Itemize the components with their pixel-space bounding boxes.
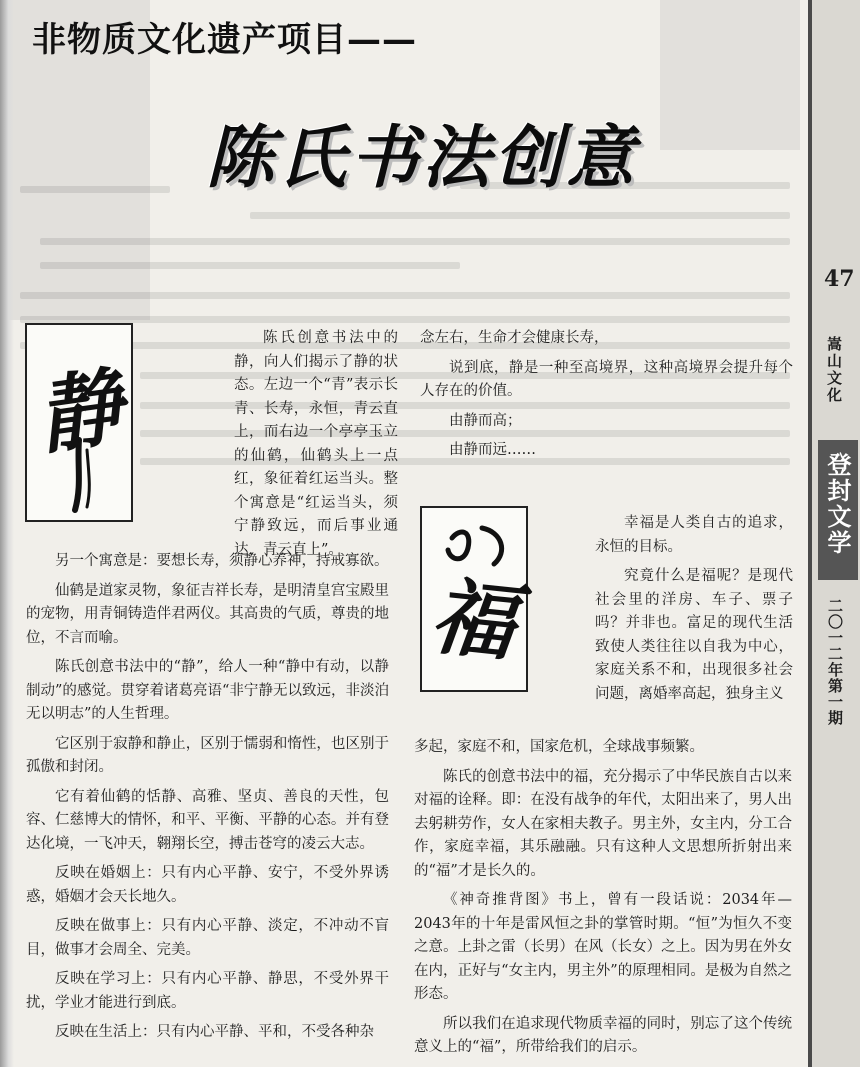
fu-body-paragraph: 《神奇推背图》书上，曾有一段话说：2034年—2043年的十年是雷风恒之卦的掌管时期。“恒”为恒久不变之意。上卦之雷（长男）在风（长女）之上。因为男在外女在内，正好与“女主内，男主外”的原理相同。是极为自然之形态。 xyxy=(414,892,792,1002)
jing-intro-paragraph: 陈氏创意书法中的静，向人们揭示了静的状态。左边一个“青”表示长青、长寿，永恒，青云直上，而右边一个亭亭玉立的仙鹤，仙鹤头上一点红，象征着红运当头。整个寓意是“红运当头，须宁静致远，而后事业通达，青云直上”。 xyxy=(234,330,398,558)
jing-continued-line: 由静而高； xyxy=(449,412,522,429)
fu-body-paragraph: 所以我们在追求现代物质幸福的同时，别忘了这个传统意义上的“福”，所带给我们的启示。 xyxy=(414,1015,792,1055)
jing-body-paragraph: 反映在学习上：只有内心平静、静思，不受外界干扰，学业才能进行到底。 xyxy=(26,971,389,1011)
jing-body-paragraph: 它有着仙鹤的恬静、高雅、坚贞、善良的天性，包容、仁慈博大的情怀，和平、平衡、平静的心态。并有登达化境，一飞冲天，翱翔长空，搏击苍穹的凌云大志。 xyxy=(26,788,389,852)
fu-body xyxy=(414,736,792,1066)
fu-body-paragraph: 多起，家庭不和，国家危机，全球战事频繁。 xyxy=(414,739,704,755)
section-title: 非物质文化遗产项目—— xyxy=(32,20,417,60)
jing-body-paragraph: 反映在生活上：只有内心平静、平和，不受各种杂 xyxy=(55,1024,374,1040)
column-name: 登封文学 xyxy=(823,452,851,556)
calligraphy-fu-char: 福 xyxy=(426,565,521,674)
jing-continued-line: 由静而远…… xyxy=(449,442,536,458)
fu-body-paragraph: 陈氏的创意书法中的福，充分揭示了中华民族自古以来对福的诠释。即：在没有战争的年代，太阳出来了，男人出去躬耕劳作，女人在家相夫教子。男主外，女主内，分工合作，家庭幸福，其乐融融。只有这种人文思想所折射出来的“福”才是长久的。 xyxy=(414,768,792,879)
fu-intro xyxy=(595,512,793,712)
jing-body-paragraph: 它区别于寂静和静止，区别于懦弱和惰性，也区别于孤傲和封闭。 xyxy=(26,735,389,775)
jing-body-paragraph: 陈氏创意书法中的“静”，给人一种“静中有动，以静制动”的感觉。贯穿着诸葛亮语“非宁静无以致远，非淡泊无以明志”的人生哲理。 xyxy=(26,659,389,722)
jing-body-paragraph: 仙鹤是道家灵物，象征吉祥长寿，是明清皇宫宝殿里的宠物，用青铜铸造伴君两仪。其高贵的气质，尊贵的地位，不言而喻。 xyxy=(26,582,389,646)
fu-intro-paragraph: 幸福是人类自古的追求，永恒的目标。 xyxy=(595,515,793,555)
jing-body xyxy=(26,550,389,1051)
page-edge xyxy=(808,0,812,1067)
page-number: 47 xyxy=(824,266,855,292)
jing-body-paragraph: 反映在做事上：只有内心平静、淡定，不冲动不盲目，做事才会周全、完美。 xyxy=(26,918,389,958)
jing-continued-paragraph: 念左右，生命才会健康长寿， xyxy=(420,330,609,346)
calligraphy-jing xyxy=(25,323,133,522)
jing-continued-paragraph: 说到底，静是一种至高境界，这种高境界会提升每个人存在的价值。 xyxy=(420,359,793,399)
jing-body-paragraph: 反映在婚姻上：只有内心平静、安宁，不受外界诱惑，婚姻才会天长地久。 xyxy=(26,865,389,905)
main-title: 陈氏书法创意 xyxy=(206,118,639,198)
issue-label: 二〇一二年第一期 xyxy=(826,598,844,726)
fu-intro-paragraph: 究竟什么是福呢？是现代社会里的洋房、车子、票子吗？并非也。富足的现代生活致使人类往往以自我为中心，家庭关系不和，出现很多社会问题，离婚率高起，独身主义 xyxy=(595,568,793,702)
jing-body-paragraph: 另一个寓意是：要想长寿，须静心养神，持戒寡欲。 xyxy=(55,553,389,569)
jing-continued xyxy=(420,327,793,469)
calligraphy-jing-char: 静 xyxy=(31,356,129,467)
calligraphy-fu xyxy=(420,506,528,692)
page-binding-shadow xyxy=(0,0,14,1067)
magazine-name: 嵩山文化 xyxy=(825,336,843,404)
